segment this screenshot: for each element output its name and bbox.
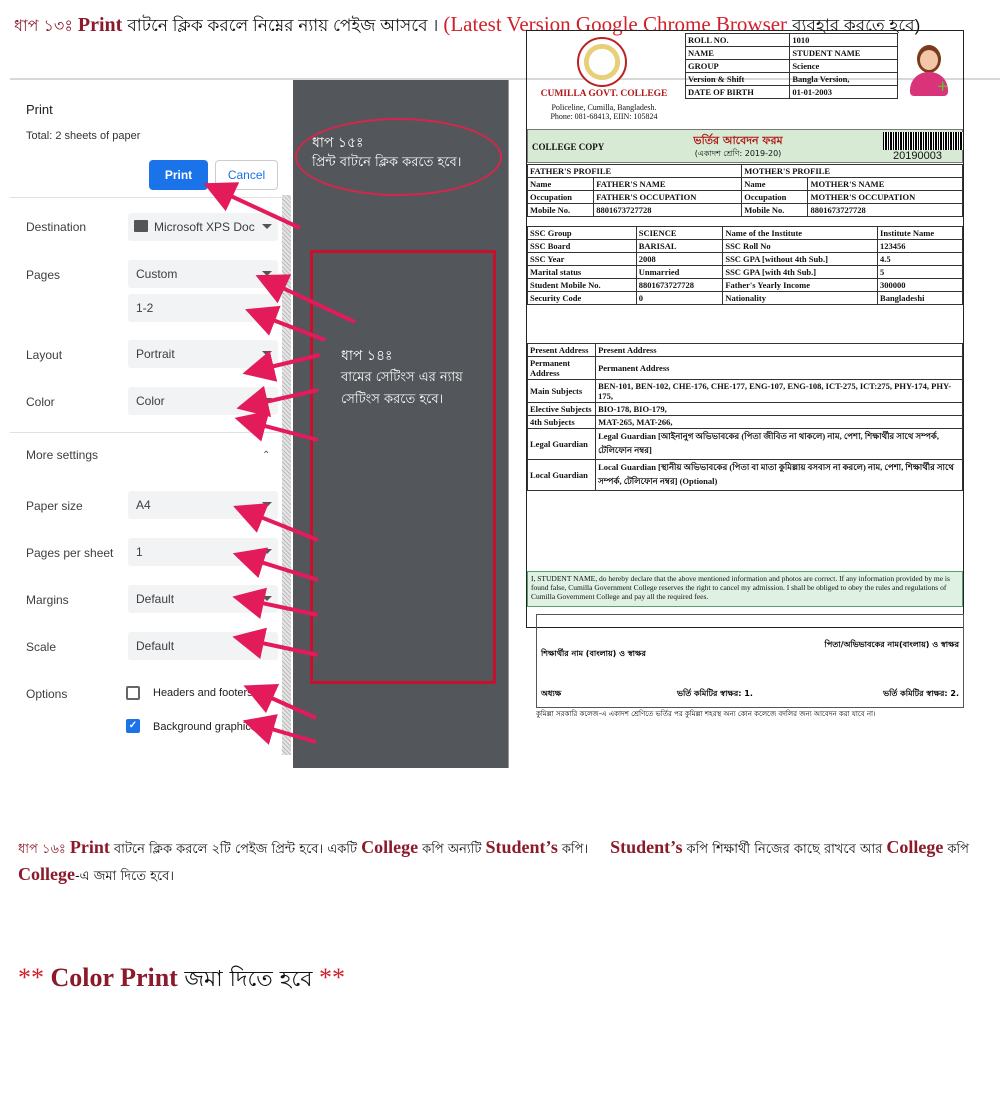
- form-title: ভর্তির আবেদন ফরম: [693, 134, 783, 147]
- table-cell: Main Subjects: [528, 380, 596, 403]
- color-value: Color: [136, 394, 165, 408]
- step16-t5: কপি: [947, 842, 969, 857]
- arrow-range: [260, 315, 325, 340]
- paper-size-label: Paper size: [26, 499, 83, 513]
- table-cell: Bangladeshi: [878, 292, 963, 305]
- chevron-up-icon[interactable]: ⌃: [262, 450, 271, 461]
- step13-label: ধাপ ১৩ঃ: [14, 16, 73, 35]
- table-cell: 2008: [636, 253, 723, 266]
- sign-committee-1: ভর্তি কমিটির স্বাক্ষর: 1.: [677, 689, 753, 698]
- arrow-print: [218, 190, 300, 228]
- scale-label: Scale: [26, 640, 57, 654]
- table-cell: STUDENT NAME: [790, 47, 898, 60]
- table-cell: Security Code: [528, 292, 637, 305]
- table-cell: GROUP: [686, 60, 790, 73]
- arrow-more: [250, 422, 318, 440]
- step14-line1: বামের সেটিংস এর ন্যায়: [341, 370, 463, 385]
- color-label: Color: [26, 395, 55, 409]
- arrow-layout: [258, 355, 320, 370]
- table-cell: BEN-101, BEN-102, CHE-176, CHE-177, ENG-107, ENG-108, ICT-275, ICT:275, PHY-174, PHY-175,: [596, 380, 963, 403]
- table-cell: 300000: [878, 279, 963, 292]
- declaration: I, STUDENT NAME, do hereby declare that the above mentioned information and photos are correct. If any information provided by me is found false, Cumilla Government College reserves the right to cancel my admission. I shall be obliged to obey the rules and regulations of Cumilla Government College and pay all the required fees.: [527, 571, 963, 607]
- table-cell: Unmarried: [636, 266, 723, 279]
- table-cell: Legal Guardian: [528, 429, 596, 460]
- arrow-scale: [248, 640, 318, 655]
- stars-left: **: [18, 963, 44, 992]
- color-print-word: Color Print: [50, 963, 178, 992]
- layout-label: Layout: [26, 348, 63, 362]
- pages-label: Pages: [26, 268, 61, 282]
- copy-label: COLLEGE COPY: [532, 142, 605, 152]
- table-cell: Bangla Version,: [790, 73, 898, 86]
- sign-student: শিক্ষার্থীর নাম (বাংলায়) ও স্বাক্ষর: [541, 649, 646, 658]
- table-cell: Local Guardian: [528, 460, 596, 491]
- step16-student2: Student’s: [610, 837, 683, 857]
- step15-title: ধাপ ১৫ঃ: [312, 135, 364, 151]
- footnote: কুমিল্লা সরকারি কলেজ-এ একাদশ শ্রেণিতে ভর্তির পর কুমিল্লা শহরস্থ অন্য কোন কলেজে বদলির জন্য আবেদন করা যাবে না।: [536, 710, 876, 718]
- table-cell: 123456: [878, 240, 963, 253]
- father-profile-heading: FATHER'S PROFILE: [528, 165, 742, 178]
- table-cell: Occupation: [742, 191, 808, 204]
- table-cell: MOTHER'S NAME: [808, 178, 963, 191]
- table-cell: BIO-178, BIO-179,: [596, 403, 963, 416]
- table-cell: Marital status: [528, 266, 637, 279]
- pages-range-value: 1-2: [136, 301, 154, 315]
- step16-print: Print: [69, 837, 110, 857]
- college-name: CUMILLA GOVT. COLLEGE: [540, 89, 668, 99]
- pages-per-sheet-label: Pages per sheet: [26, 546, 114, 560]
- table-cell: SSC GPA [without 4th Sub.]: [723, 253, 878, 266]
- table-cell: 4.5: [878, 253, 963, 266]
- layout-value: Portrait: [136, 347, 175, 361]
- table-cell: SSC Board: [528, 240, 637, 253]
- table-cell: 1010: [790, 34, 898, 47]
- table-cell: DATE OF BIRTH: [686, 86, 790, 99]
- step15-text: প্রিন্ট বাটনে ক্লিক করতে হবে।: [312, 155, 462, 170]
- address-line: Policeline, Cumilla, Bangladesh.: [551, 103, 657, 112]
- scale-value: Default: [136, 639, 175, 653]
- arrow-pps: [248, 558, 318, 580]
- table-cell: 01-01-2003: [790, 86, 898, 99]
- table-cell: 8801673727728: [636, 279, 723, 292]
- step16-t6: -এ জমা দিতে হবে।: [74, 869, 175, 884]
- table-cell: 5: [878, 266, 963, 279]
- step13-text: বাটনে ক্লিক করলে নিম্নের ন্যায় পেইজ আসবে ।: [127, 16, 439, 35]
- step16-student: Student’s: [485, 837, 558, 857]
- table-cell: BARISAL: [636, 240, 723, 253]
- table-cell: FATHER'S NAME: [594, 178, 742, 191]
- table-cell: SCIENCE: [636, 227, 723, 240]
- more-settings-label[interactable]: More settings: [26, 448, 99, 462]
- table-cell: Local Guardian [স্থানীয় অভিভাবকের (পিতা বা মাতা কুমিল্লায় বসবাস না করলে) নাম, পেশা, শিক্ষার্থীর সাথে সম্পর্ক, টেলিফোন নম্বর] (Optional): [596, 460, 963, 491]
- table-cell: SSC Year: [528, 253, 637, 266]
- step13-paren: (Latest Version Google Chrome Browser: [443, 12, 788, 36]
- step16-t1: বাটনে ক্লিক করলে ২টি পেইজ প্রিন্ট হবে। একটি: [113, 842, 358, 857]
- arrow-headers: [258, 692, 316, 718]
- form-subtitle: (একাদশ শ্রেণি: 2019-20): [694, 149, 782, 158]
- add-icon: +: [937, 76, 949, 98]
- table-cell: ROLL NO.: [686, 34, 790, 47]
- pages-value: Custom: [136, 267, 178, 281]
- table-cell: Occupation: [528, 191, 594, 204]
- table-cell: 0: [636, 292, 723, 305]
- table-cell: Present Address: [528, 344, 596, 357]
- table-cell: Name of the Institute: [723, 227, 878, 240]
- table-cell: 8801673727728: [594, 204, 742, 217]
- destination-label: Destination: [26, 220, 87, 234]
- table-cell: Present Address: [596, 344, 963, 357]
- table-cell: Version & Shift: [686, 73, 790, 86]
- step16-t3: কপি।: [561, 842, 589, 857]
- table-cell: Mobile No.: [742, 204, 808, 217]
- destination-value: Microsoft XPS Doc: [154, 220, 255, 234]
- step16-college3: College: [18, 864, 75, 884]
- table-cell: Elective Subjects: [528, 403, 596, 416]
- table-cell: Permanent Address: [596, 357, 963, 380]
- arrow-margins: [248, 600, 318, 615]
- sign-parent: পিতা/অভিভাবকের নাম(বাংলায়) ও স্বাক্ষর: [824, 640, 959, 649]
- background-graphics-checkbox[interactable]: ✓: [126, 719, 140, 733]
- table-cell: Institute Name: [878, 227, 963, 240]
- step16-t4: কপি শিক্ষার্থী নিজের কাছে রাখবে আর: [686, 842, 883, 857]
- sign-committee-2: ভর্তি কমিটির স্বাক্ষর: 2.: [883, 689, 959, 698]
- pages-per-sheet-value: 1: [136, 545, 143, 559]
- barcode-number: 20190003: [893, 150, 942, 162]
- table-cell: SSC Roll No: [723, 240, 878, 253]
- step14-title: ধাপ ১৪ঃ: [341, 348, 393, 364]
- step16-label: ধাপ ১৬ঃ: [18, 842, 66, 857]
- headers-footers-label: Headers and footers: [153, 687, 253, 699]
- step16-college2: College: [886, 837, 944, 857]
- table-cell: FATHER'S OCCUPATION: [594, 191, 742, 204]
- color-print-note: [18, 962, 345, 999]
- color-print-text: জমা দিতে হবে: [184, 967, 313, 992]
- table-cell: Father's Yearly Income: [723, 279, 878, 292]
- phone-line: Phone: 081-68413, EIIN: 105824: [550, 112, 658, 121]
- table-cell: Mobile No.: [528, 204, 594, 217]
- paper-size-value: A4: [136, 498, 151, 512]
- table-cell: Legal Guardian [আইনানুগ অভিভাবকের (পিতা জীবিত না থাকলে) নাম, পেশা, শিক্ষার্থীর সাথে সম্পর্ক, টেলিফোন নম্বর]: [596, 429, 963, 460]
- stars-right: **: [318, 963, 345, 992]
- step14-line2: সেটিংস করতে হবে।: [341, 392, 444, 407]
- table-cell: SSC Group: [528, 227, 637, 240]
- mother-profile-heading: MOTHER'S PROFILE: [742, 165, 963, 178]
- total-sheets: Total: 2 sheets of paper: [26, 130, 141, 142]
- table-cell: MAT-265, MAT-266,: [596, 416, 963, 429]
- background-graphics-label: Background graphics: [153, 721, 257, 733]
- table-cell: Nationality: [723, 292, 878, 305]
- margins-label: Margins: [26, 593, 69, 607]
- sign-principal: অধ্যক্ষ: [541, 689, 562, 698]
- step16-text: [18, 835, 978, 889]
- print-dialog-title: Print: [26, 102, 53, 117]
- margins-value: Default: [136, 592, 175, 606]
- options-label: Options: [26, 687, 68, 701]
- table-cell: NAME: [686, 47, 790, 60]
- table-cell: Name: [742, 178, 808, 191]
- cancel-button[interactable]: Cancel: [215, 160, 278, 190]
- arrow-paper: [248, 512, 318, 540]
- table-cell: SSC GPA [with 4th Sub.]: [723, 266, 878, 279]
- table-cell: Name: [528, 178, 594, 191]
- print-button[interactable]: Print: [149, 160, 208, 190]
- step13-print-word: Print: [77, 14, 123, 36]
- table-cell: Science: [790, 60, 898, 73]
- table-cell: 8801673727728: [808, 204, 963, 217]
- table-cell: 4th Subjects: [528, 416, 596, 429]
- table-cell: Student Mobile No.: [528, 279, 637, 292]
- step16-college: College: [361, 837, 419, 857]
- arrow-background: [258, 725, 316, 742]
- arrow-color: [252, 390, 318, 405]
- table-cell: MOTHER'S OCCUPATION: [808, 191, 963, 204]
- step16-t2: কপি অন্যটি: [422, 842, 482, 857]
- step13-tail: ব্যবহার করতে হবে): [792, 16, 921, 35]
- table-cell: Permanent Address: [528, 357, 596, 380]
- arrow-pages: [270, 282, 355, 322]
